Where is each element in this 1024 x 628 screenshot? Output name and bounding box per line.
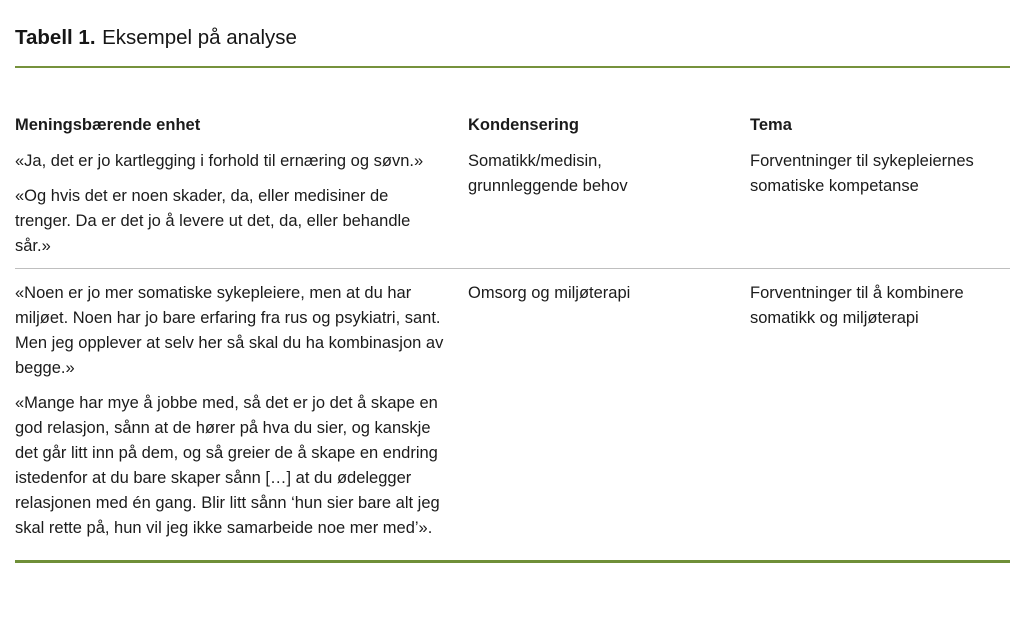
cell-meaning-unit [15,281,468,541]
table-caption [15,24,1010,52]
quote-paragraph: «Mange har mye å jobbe med, så det er jo det å skape en god relasjon, sånn at de hører på hva du sier, og kanskje det går litt inn på dem, og så greier de å skape en endring istedenfor at du bare skaper sånn […] at du ødelegger relasjonen med én gang. Blir litt sånn ‘hun sier bare alt jeg skal rette på, hun vil jeg ikke samarbeide noe mer med’». [15,394,440,537]
column-header-kondensering: Kondensering [468,116,579,134]
cell-condensation: Omsorg og miljøterapi [468,284,631,302]
quote-paragraph: «Noen er jo mer somatiske sykepleiere, men at du har miljøet. Noen har jo bare erfaring fra rus og psykiatri, sant. Men jeg opplever at selv her så skal du ha kombinasjon av begge.» [15,284,444,377]
analysis-table [15,68,1010,560]
cell-theme: Forventninger til sykepleiernes somatiske kompetanse [750,152,974,195]
column-header-tema: Tema [750,116,792,134]
column-header-meningsbaerende-enhet: Meningsbærende enhet [15,116,201,134]
bottom-rule [15,560,1010,563]
cell-theme: Forventninger til å kombinere somatikk og miljøterapi [750,284,964,327]
table-row [15,149,1010,269]
cell-condensation: Somatikk/medisin, grunnleggende behov [468,152,628,195]
quote-paragraph: «Ja, det er jo kartlegging i forhold til ernæring og søvn.» [15,152,424,170]
cell-meaning-unit [15,149,468,259]
table-header-row [15,68,1010,149]
table-caption-text: Eksempel på analyse [102,26,297,49]
quote-paragraph: «Og hvis det er noen skader, da, eller medisiner de trenger. Da er det jo å levere ut det, da, eller behandle sår.» [15,187,411,255]
table-row [15,269,1010,560]
table-caption-label: Tabell 1. [15,26,96,49]
